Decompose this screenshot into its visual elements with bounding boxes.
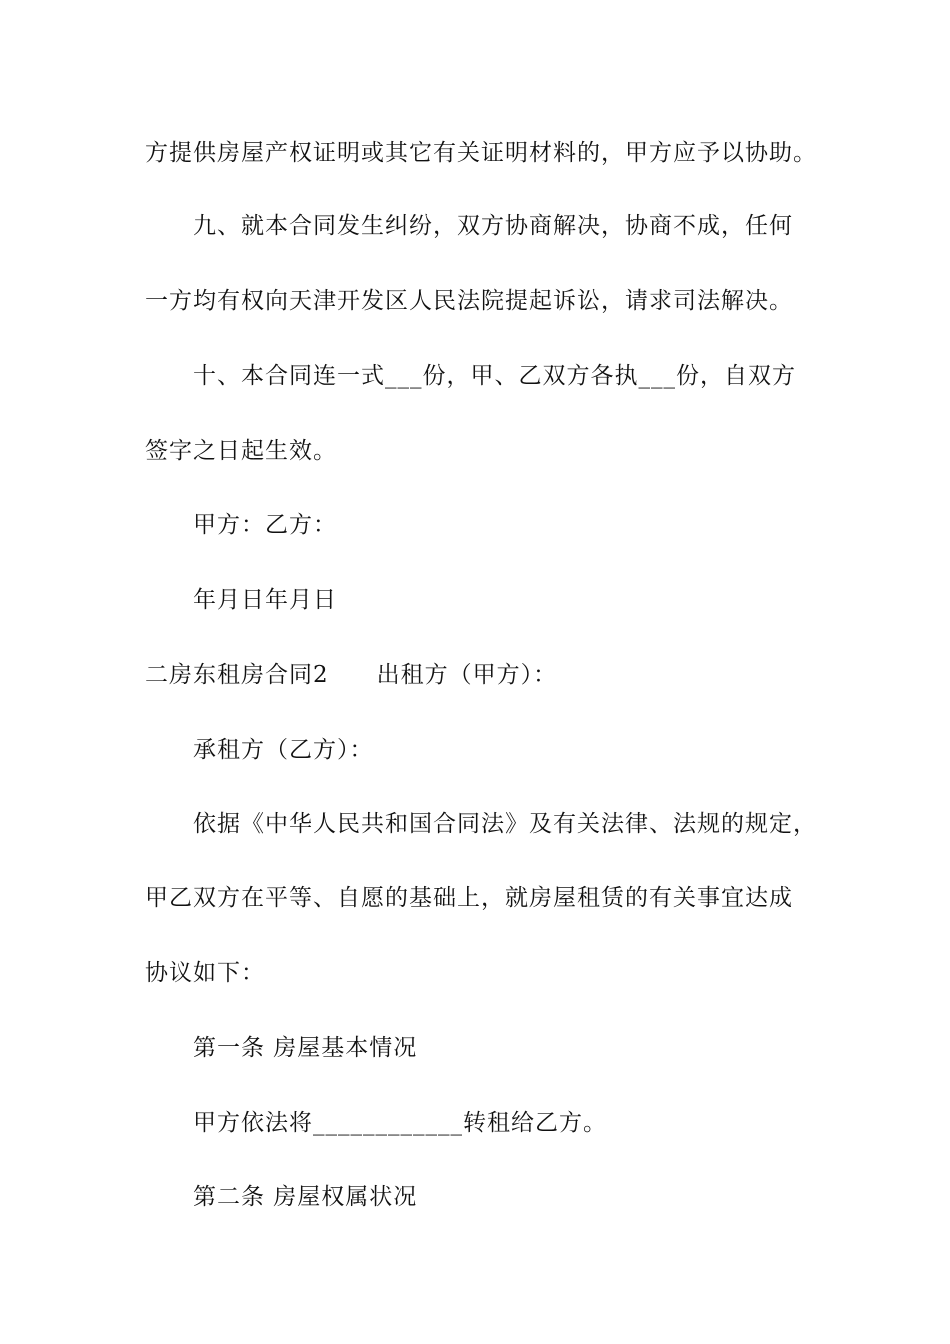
text-line: 一方均有权向天津开发区人民法院提起诉讼，请求司法解决。 bbox=[145, 288, 793, 314]
text-line: 承租方（乙方）： bbox=[193, 737, 374, 763]
text-line: 第二条 房屋权属状况 bbox=[193, 1184, 418, 1210]
text-line: 依据《中华人民共和国合同法》及有关法律、法规的规定， bbox=[193, 811, 817, 837]
text-line: 签字之日起生效。 bbox=[145, 438, 337, 464]
text-line: 甲方依法将____________转租给乙方。 bbox=[193, 1110, 607, 1136]
text-line: 十、本合同连一式___份，甲、乙双方各执___份，自双方 bbox=[193, 363, 796, 389]
text-line: 协议如下： bbox=[145, 960, 265, 986]
text-line: 年月日年月日 bbox=[193, 587, 337, 613]
text-line: 二房东租房合同2 出租方（甲方）： bbox=[145, 662, 558, 688]
text-line: 甲乙双方在平等、自愿的基础上，就房屋租赁的有关事宜达成 bbox=[145, 885, 793, 911]
text-line: 甲方：乙方： bbox=[193, 512, 337, 538]
text-line: 方提供房屋产权证明或其它有关证明材料的，甲方应予以协助。 bbox=[145, 140, 817, 166]
text-line: 九、就本合同发生纠纷，双方协商解决，协商不成，任何 bbox=[193, 213, 793, 239]
text-line: 第一条 房屋基本情况 bbox=[193, 1035, 418, 1061]
